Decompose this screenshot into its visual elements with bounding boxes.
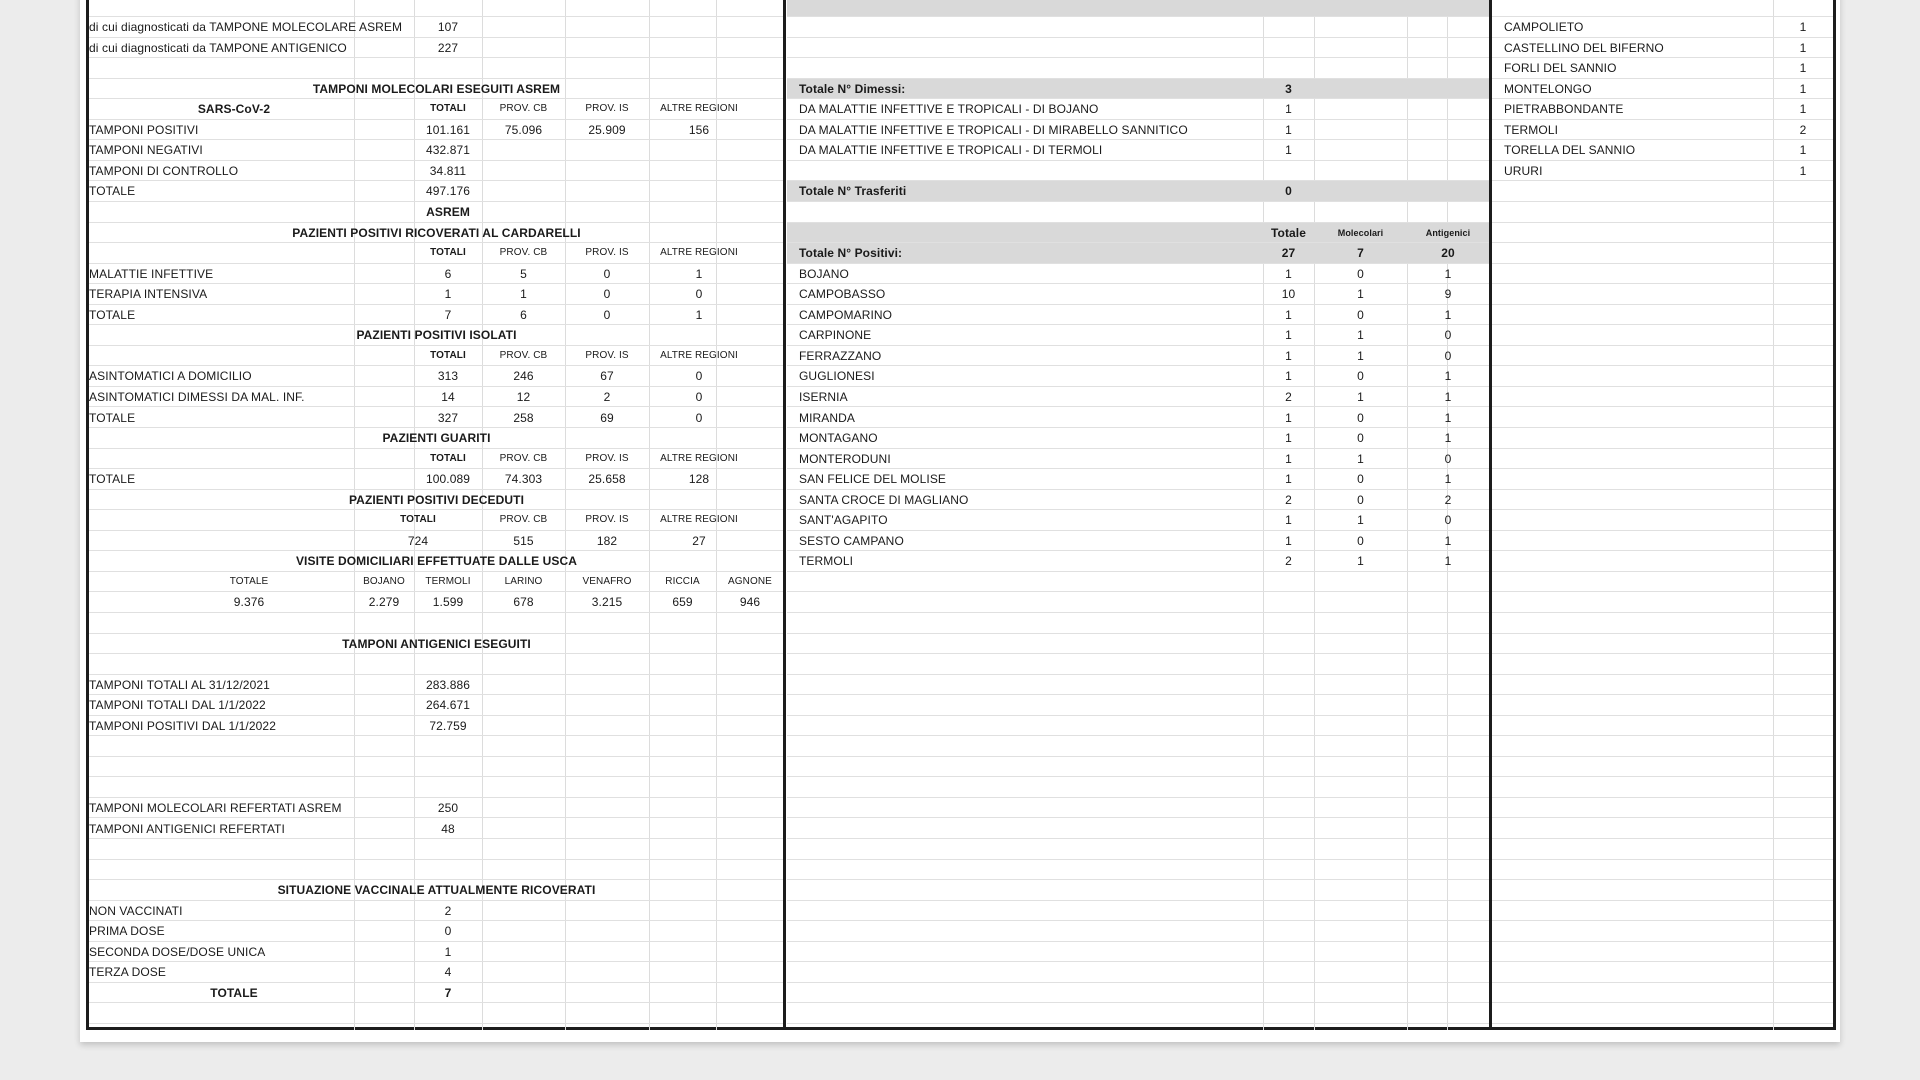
cell-value: 0 bbox=[1357, 472, 1364, 487]
left-section bbox=[89, 0, 784, 1030]
cell-value: 1 bbox=[1799, 20, 1807, 35]
town-name: GUGLIONESI bbox=[799, 369, 875, 384]
asrem-label: ASREM bbox=[426, 205, 470, 219]
cell-value: 67 bbox=[600, 369, 614, 384]
total-label: TOTALE bbox=[210, 985, 258, 1000]
diagnosticati-molecolare-label: di cui diagnosticati da TAMPONE MOLECOLARE ASREM bbox=[89, 20, 403, 35]
sheet-row bbox=[1492, 531, 1833, 552]
column-header: AGNONE bbox=[728, 575, 772, 587]
cell-value: 25.909 bbox=[588, 122, 626, 137]
sheet-row bbox=[1492, 223, 1833, 244]
column-header: ALTRE REGIONI bbox=[660, 247, 738, 259]
cell-value: 4 bbox=[444, 965, 452, 980]
cell-value: 0 bbox=[1357, 369, 1364, 384]
sheet-row bbox=[787, 798, 1489, 819]
sheet-row bbox=[787, 777, 1489, 798]
sheet-row bbox=[1492, 325, 1833, 346]
section-title: VISITE DOMICILIARI EFFETTUATE DALLE USCA bbox=[295, 554, 578, 569]
town-name: FERRAZZANO bbox=[799, 348, 882, 363]
sheet-row bbox=[787, 757, 1489, 778]
sheet-row bbox=[1492, 654, 1833, 675]
cell-value: 2 bbox=[1285, 554, 1292, 569]
section-title: PAZIENTI POSITIVI RICOVERATI AL CARDARELLI bbox=[292, 225, 581, 240]
sheet-row bbox=[787, 161, 1489, 182]
diagnosticati-antigenico-value: 227 bbox=[437, 40, 459, 55]
cell-value: 10 bbox=[1281, 287, 1296, 302]
cell-value: 0 bbox=[695, 369, 703, 384]
column-header: ALTRE REGIONI bbox=[660, 349, 738, 361]
sheet-row bbox=[89, 860, 784, 881]
sheet-row bbox=[89, 0, 784, 17]
cell-value: 156 bbox=[688, 122, 710, 137]
cell-value: 25.658 bbox=[588, 472, 626, 487]
cell-value: 27 bbox=[692, 533, 706, 548]
cell-value: 515 bbox=[513, 533, 534, 548]
cell-value: 1 bbox=[1285, 451, 1292, 466]
dimessi-total-label: Totale N° Dimessi: bbox=[799, 81, 906, 96]
column-header: SARS-CoV-2 bbox=[197, 102, 271, 117]
right-section bbox=[1492, 0, 1833, 1030]
cell-value: 72.759 bbox=[429, 718, 467, 733]
section-title: PAZIENTI POSITIVI ISOLATI bbox=[356, 328, 517, 343]
sheet-row bbox=[1492, 366, 1833, 387]
town-name: TERMOLI bbox=[799, 554, 854, 569]
trasferiti-total-label: Totale N° Trasferiti bbox=[799, 184, 907, 199]
column-header: PROV. IS bbox=[585, 349, 629, 361]
dimessi-total-value: 3 bbox=[1285, 81, 1292, 96]
cell-value: 258 bbox=[513, 410, 534, 425]
section-title: TAMPONI ANTIGENICI ESEGUITI bbox=[342, 636, 531, 651]
cell-value: 1 bbox=[1357, 451, 1364, 466]
sheet-row bbox=[1492, 572, 1833, 593]
town-name: SANT'AGAPITO bbox=[799, 513, 888, 528]
column-header: RICCIA bbox=[665, 575, 700, 587]
sheet-row bbox=[787, 592, 1489, 613]
sheet-row bbox=[787, 942, 1489, 963]
cell-value: 1 bbox=[1285, 122, 1292, 137]
middle-section bbox=[787, 0, 1489, 1030]
sheet-row bbox=[1492, 1003, 1833, 1024]
positivi-total-value: 20 bbox=[1441, 246, 1455, 261]
sheet-row bbox=[787, 880, 1489, 901]
sheet-row bbox=[1492, 819, 1833, 840]
town-name: ISERNIA bbox=[799, 389, 848, 404]
sheet-row bbox=[1492, 305, 1833, 326]
sheet-row bbox=[787, 983, 1489, 1004]
row-label: TAMPONI POSITIVI bbox=[89, 122, 199, 137]
column-header: PROV. IS bbox=[585, 247, 629, 259]
town-name: MONTERODUNI bbox=[799, 451, 891, 466]
column-header: TOTALI bbox=[430, 349, 466, 361]
cell-value: 0 bbox=[1357, 431, 1364, 446]
cell-value: 12 bbox=[516, 389, 531, 404]
diagnosticati-antigenico-label: di cui diagnosticati da TAMPONE ANTIGENICO bbox=[89, 40, 347, 55]
sheet-row bbox=[1492, 592, 1833, 613]
town-name: MIRANDA bbox=[799, 410, 856, 425]
column-header: TOTALI bbox=[430, 452, 466, 464]
cell-value: 2 bbox=[1799, 122, 1807, 137]
cell-value: 1 bbox=[1357, 513, 1364, 528]
sheet-row bbox=[787, 716, 1489, 737]
town-name: URURI bbox=[1504, 163, 1543, 178]
sheet-row bbox=[1492, 860, 1833, 881]
positivi-total-value: 7 bbox=[1357, 246, 1364, 261]
cell-value: 9.376 bbox=[233, 595, 265, 610]
header-band bbox=[787, 0, 1489, 17]
town-name: TORELLA DEL SANNIO bbox=[1504, 143, 1636, 158]
sheet-row bbox=[89, 1024, 784, 1030]
sheet-row bbox=[89, 839, 784, 860]
cell-value: 3.215 bbox=[591, 595, 623, 610]
town-name: CASTELLINO DEL BIFERNO bbox=[1504, 40, 1664, 55]
sheet-row bbox=[787, 58, 1489, 79]
row-label: DA MALATTIE INFETTIVE E TROPICALI - DI TERMOLI bbox=[799, 143, 1103, 158]
town-name: CAMPOLIETO bbox=[1504, 20, 1584, 35]
row-label: ASINTOMATICI DIMESSI DA MAL. INF. bbox=[89, 389, 305, 404]
cell-value: 0 bbox=[695, 287, 703, 302]
column-header: TOTALE bbox=[229, 575, 269, 587]
cell-value: 100.089 bbox=[425, 472, 471, 487]
cell-value: 1 bbox=[1799, 81, 1807, 96]
cell-value: 2.279 bbox=[368, 595, 400, 610]
row-label: TAMPONI MOLECOLARI REFERTATI ASREM bbox=[89, 800, 342, 815]
row-label: MALATTIE INFETTIVE bbox=[89, 266, 214, 281]
section-title: SITUAZIONE VACCINALE ATTUALMENTE RICOVERATI bbox=[277, 883, 596, 898]
row-label: PRIMA DOSE bbox=[89, 924, 165, 939]
cell-value: 313 bbox=[437, 369, 459, 384]
sheet-row bbox=[787, 695, 1489, 716]
column-divider-right bbox=[1489, 0, 1492, 1030]
sheet-row bbox=[1492, 387, 1833, 408]
town-name: MONTAGANO bbox=[799, 431, 878, 446]
sheet-row bbox=[1492, 921, 1833, 942]
sheet-row bbox=[1492, 777, 1833, 798]
column-header: PROV. CB bbox=[499, 452, 548, 464]
cell-value: 1 bbox=[1285, 431, 1292, 446]
cell-value: 1 bbox=[1357, 328, 1364, 343]
column-header: Antigenici bbox=[1425, 227, 1471, 238]
cell-value: 74.303 bbox=[504, 472, 543, 487]
cell-value: 1 bbox=[1444, 307, 1452, 322]
cell-value: 1 bbox=[1444, 472, 1452, 487]
cell-value: 1 bbox=[1799, 40, 1807, 55]
cell-value: 1 bbox=[1444, 533, 1452, 548]
column-header: PROV. CB bbox=[499, 349, 548, 361]
sheet-row bbox=[1492, 181, 1833, 202]
column-header: TOTALI bbox=[430, 247, 466, 259]
cell-value: 1 bbox=[695, 307, 703, 322]
cell-value: 1 bbox=[1444, 266, 1452, 281]
cell-value: 101.161 bbox=[425, 122, 471, 137]
town-name: SANTA CROCE DI MAGLIANO bbox=[799, 492, 969, 507]
cell-value: 1 bbox=[1444, 554, 1452, 569]
sheet-row bbox=[1492, 798, 1833, 819]
cell-value: 0 bbox=[444, 924, 452, 939]
cell-value: 1 bbox=[1285, 533, 1292, 548]
row-label: TOTALE bbox=[89, 410, 136, 425]
cell-value: 9 bbox=[1444, 287, 1452, 302]
cell-value: 0 bbox=[1444, 513, 1452, 528]
cell-value: 7 bbox=[444, 307, 452, 322]
row-label: TAMPONI ANTIGENICI REFERTATI bbox=[89, 821, 285, 836]
cell-value: 1 bbox=[695, 266, 703, 281]
row-label: DA MALATTIE INFETTIVE E TROPICALI - DI BOJANO bbox=[799, 102, 1099, 117]
cell-value: 246 bbox=[513, 369, 534, 384]
sheet-row bbox=[1492, 983, 1833, 1004]
cell-value: 128 bbox=[688, 472, 710, 487]
sheet-row bbox=[787, 572, 1489, 593]
trasferiti-total-value: 0 bbox=[1285, 184, 1292, 199]
cell-value: 75.096 bbox=[504, 122, 543, 137]
cell-value: 34.811 bbox=[429, 163, 467, 178]
sheet-row bbox=[787, 921, 1489, 942]
cell-value: 1 bbox=[1799, 102, 1807, 117]
cell-value: 1 bbox=[1444, 369, 1452, 384]
cell-value: 1 bbox=[1799, 163, 1807, 178]
sheet-row bbox=[1492, 736, 1833, 757]
cell-value: 0 bbox=[695, 410, 703, 425]
cell-value: 2 bbox=[1285, 389, 1292, 404]
column-header: PROV. CB bbox=[499, 103, 548, 115]
cell-value: 1 bbox=[1444, 431, 1452, 446]
cell-value: 1 bbox=[1357, 348, 1364, 363]
sheet-row bbox=[1492, 962, 1833, 983]
cell-value: 1 bbox=[1357, 287, 1364, 302]
town-name: TERMOLI bbox=[1504, 122, 1559, 137]
cell-value: 327 bbox=[437, 410, 459, 425]
cell-value: 1 bbox=[1285, 472, 1292, 487]
sheet-row bbox=[1492, 901, 1833, 922]
row-label: TAMPONI TOTALI AL 31/12/2021 bbox=[89, 677, 270, 692]
positivi-total-label: Totale N° Positivi: bbox=[799, 246, 903, 261]
cell-value: 2 bbox=[1285, 492, 1292, 507]
row-label: TERZA DOSE bbox=[89, 965, 167, 980]
cell-value: 0 bbox=[603, 266, 611, 281]
cell-value: 678 bbox=[513, 595, 534, 610]
cell-value: 250 bbox=[437, 800, 459, 815]
row-label: TOTALE bbox=[89, 307, 136, 322]
town-name: CAMPOBASSO bbox=[799, 287, 886, 302]
sheet-row bbox=[1492, 675, 1833, 696]
sheet-row bbox=[1492, 202, 1833, 223]
cell-value: 1 bbox=[1285, 307, 1292, 322]
sheet-row bbox=[1492, 839, 1833, 860]
sheet-row bbox=[1492, 243, 1833, 264]
cell-value: 1 bbox=[1285, 328, 1292, 343]
cell-value: 48 bbox=[441, 821, 455, 836]
diagnosticati-molecolare-value: 107 bbox=[437, 20, 459, 35]
cell-value: 1 bbox=[1444, 410, 1452, 425]
sheet-row bbox=[787, 634, 1489, 655]
cell-value: 0 bbox=[1357, 307, 1364, 322]
cell-value: 0 bbox=[603, 307, 611, 322]
sheet-row bbox=[787, 1024, 1489, 1030]
cell-value: 0 bbox=[1444, 328, 1452, 343]
sheet-row bbox=[1492, 510, 1833, 531]
column-header: PROV. IS bbox=[585, 514, 629, 526]
cell-value: 1 bbox=[444, 944, 452, 959]
row-label: NON VACCINATI bbox=[89, 903, 183, 918]
sheet-row bbox=[1492, 634, 1833, 655]
sheet-row bbox=[1492, 490, 1833, 511]
sheet-row bbox=[1492, 408, 1833, 429]
sheet-row bbox=[787, 38, 1489, 59]
cell-value: 946 bbox=[739, 595, 761, 610]
cell-value: 1 bbox=[1285, 410, 1292, 425]
cell-value: 5 bbox=[520, 266, 527, 281]
cell-value: 1.599 bbox=[432, 595, 464, 610]
town-name: MONTELONGO bbox=[1504, 81, 1592, 96]
column-header: BOJANO bbox=[363, 575, 405, 587]
cell-value: 1 bbox=[1799, 143, 1807, 158]
cell-value: 182 bbox=[596, 533, 618, 548]
sheet-row bbox=[787, 839, 1489, 860]
cell-value: 1 bbox=[444, 287, 452, 302]
row-label: TAMPONI DI CONTROLLO bbox=[89, 163, 239, 178]
sheet-row bbox=[787, 962, 1489, 983]
sheet-row bbox=[89, 777, 784, 798]
cell-value: 0 bbox=[1444, 451, 1452, 466]
cell-value: 2 bbox=[603, 389, 611, 404]
sheet-row bbox=[787, 202, 1489, 223]
column-header: ALTRE REGIONI bbox=[660, 514, 738, 526]
sheet-row bbox=[787, 675, 1489, 696]
column-header: PROV. CB bbox=[499, 514, 548, 526]
column-header: PROV. IS bbox=[585, 452, 629, 464]
section-title: PAZIENTI GUARITI bbox=[382, 431, 491, 446]
town-name: PIETRABBONDANTE bbox=[1504, 102, 1624, 117]
cell-value: 0 bbox=[1444, 348, 1452, 363]
sheet-row bbox=[89, 1003, 784, 1024]
row-label: ASINTOMATICI A DOMICILIO bbox=[89, 369, 252, 384]
town-name: SESTO CAMPANO bbox=[799, 533, 904, 548]
positivi-total-value: 27 bbox=[1281, 246, 1296, 261]
sheet-row bbox=[1492, 469, 1833, 490]
sheet-row bbox=[787, 736, 1489, 757]
sheet-row bbox=[787, 1003, 1489, 1024]
cell-value: 1 bbox=[1799, 61, 1807, 76]
cell-value: 0 bbox=[1357, 533, 1364, 548]
cell-value: 0 bbox=[603, 287, 611, 302]
cell-value: 1 bbox=[1285, 348, 1292, 363]
sheet-row bbox=[1492, 942, 1833, 963]
sheet-row bbox=[89, 654, 784, 675]
sheet-row bbox=[787, 654, 1489, 675]
row-label: TERAPIA INTENSIVA bbox=[89, 287, 208, 302]
sheet-row bbox=[1492, 551, 1833, 572]
cell-value: 432.871 bbox=[425, 143, 471, 158]
cell-value: 1 bbox=[1285, 102, 1292, 117]
column-header: PROV. IS bbox=[585, 103, 629, 115]
sheet-row bbox=[1492, 1024, 1833, 1030]
column-header: ALTRE REGIONI bbox=[660, 452, 738, 464]
sheet-row bbox=[787, 613, 1489, 634]
cell-value: 2 bbox=[444, 903, 452, 918]
column-header: VENAFRO bbox=[582, 575, 632, 587]
cell-value: 264.671 bbox=[425, 698, 471, 713]
cell-value: 2 bbox=[1444, 492, 1452, 507]
cell-value: 724 bbox=[407, 533, 429, 548]
sheet-row bbox=[1492, 880, 1833, 901]
sheet-row bbox=[1492, 716, 1833, 737]
column-header: PROV. CB bbox=[499, 247, 548, 259]
row-label: SECONDA DOSE/DOSE UNICA bbox=[89, 944, 266, 959]
cell-value: 1 bbox=[1444, 389, 1452, 404]
row-label: TAMPONI NEGATIVI bbox=[89, 143, 203, 158]
cell-value: 14 bbox=[441, 389, 455, 404]
cell-value: 1 bbox=[520, 287, 527, 302]
sheet-row bbox=[787, 901, 1489, 922]
column-header: Molecolari bbox=[1337, 227, 1384, 238]
cell-value: 0 bbox=[1357, 266, 1364, 281]
town-name: FORLI DEL SANNIO bbox=[1504, 61, 1617, 76]
town-name: BOJANO bbox=[799, 266, 849, 281]
sheet-row bbox=[1492, 449, 1833, 470]
section-title: PAZIENTI POSITIVI DECEDUTI bbox=[348, 492, 525, 507]
cell-value: 1 bbox=[1285, 369, 1292, 384]
row-label: DA MALATTIE INFETTIVE E TROPICALI - DI MIRABELLO SANNITICO bbox=[799, 122, 1188, 137]
column-header: TOTALI bbox=[400, 514, 436, 526]
cell-value: 1 bbox=[1285, 143, 1292, 158]
row-label: TOTALE bbox=[89, 184, 136, 199]
sheet-row bbox=[787, 860, 1489, 881]
column-header: TOTALI bbox=[430, 103, 466, 115]
sheet-row bbox=[89, 613, 784, 634]
column-divider-left bbox=[783, 0, 786, 1030]
total-value: 7 bbox=[444, 985, 452, 1000]
column-header: LARINO bbox=[504, 575, 543, 587]
cell-value: 69 bbox=[600, 410, 614, 425]
sheet-row bbox=[1492, 757, 1833, 778]
section-title: TAMPONI MOLECOLARI ESEGUITI ASREM bbox=[312, 81, 561, 96]
cell-value: 1 bbox=[1285, 513, 1292, 528]
sheet-row bbox=[89, 757, 784, 778]
sheet-row bbox=[787, 819, 1489, 840]
sheet-row bbox=[89, 58, 784, 79]
sheet-row bbox=[1492, 428, 1833, 449]
sheet-row bbox=[1492, 264, 1833, 285]
cell-value: 1 bbox=[1357, 554, 1364, 569]
cell-value: 0 bbox=[695, 389, 703, 404]
town-name: CAMPOMARINO bbox=[799, 307, 893, 322]
sheet-row bbox=[89, 736, 784, 757]
sheet-row bbox=[1492, 613, 1833, 634]
town-name: SAN FELICE DEL MOLISE bbox=[799, 472, 947, 487]
cell-value: 1 bbox=[1357, 389, 1364, 404]
cell-value: 497.176 bbox=[425, 184, 471, 199]
row-label: TOTALE bbox=[89, 472, 136, 487]
town-name: CARPINONE bbox=[799, 328, 872, 343]
sheet-row bbox=[787, 17, 1489, 38]
row-label: TAMPONI TOTALI DAL 1/1/2022 bbox=[89, 698, 266, 713]
cell-value: 6 bbox=[444, 266, 452, 281]
sheet-row bbox=[1492, 346, 1833, 367]
sheet-row bbox=[1492, 0, 1833, 17]
cell-value: 0 bbox=[1357, 492, 1364, 507]
sheet-row bbox=[1492, 695, 1833, 716]
column-header: Totale bbox=[1270, 225, 1307, 240]
cell-value: 6 bbox=[520, 307, 527, 322]
cell-value: 283.886 bbox=[425, 677, 471, 692]
row-label: TAMPONI POSITIVI DAL 1/1/2022 bbox=[89, 718, 276, 733]
column-header: TERMOLI bbox=[425, 575, 471, 587]
column-header: ALTRE REGIONI bbox=[660, 103, 738, 115]
cell-value: 0 bbox=[1357, 410, 1364, 425]
cell-value: 659 bbox=[672, 595, 693, 610]
sheet-row bbox=[1492, 284, 1833, 305]
cell-value: 1 bbox=[1285, 266, 1292, 281]
